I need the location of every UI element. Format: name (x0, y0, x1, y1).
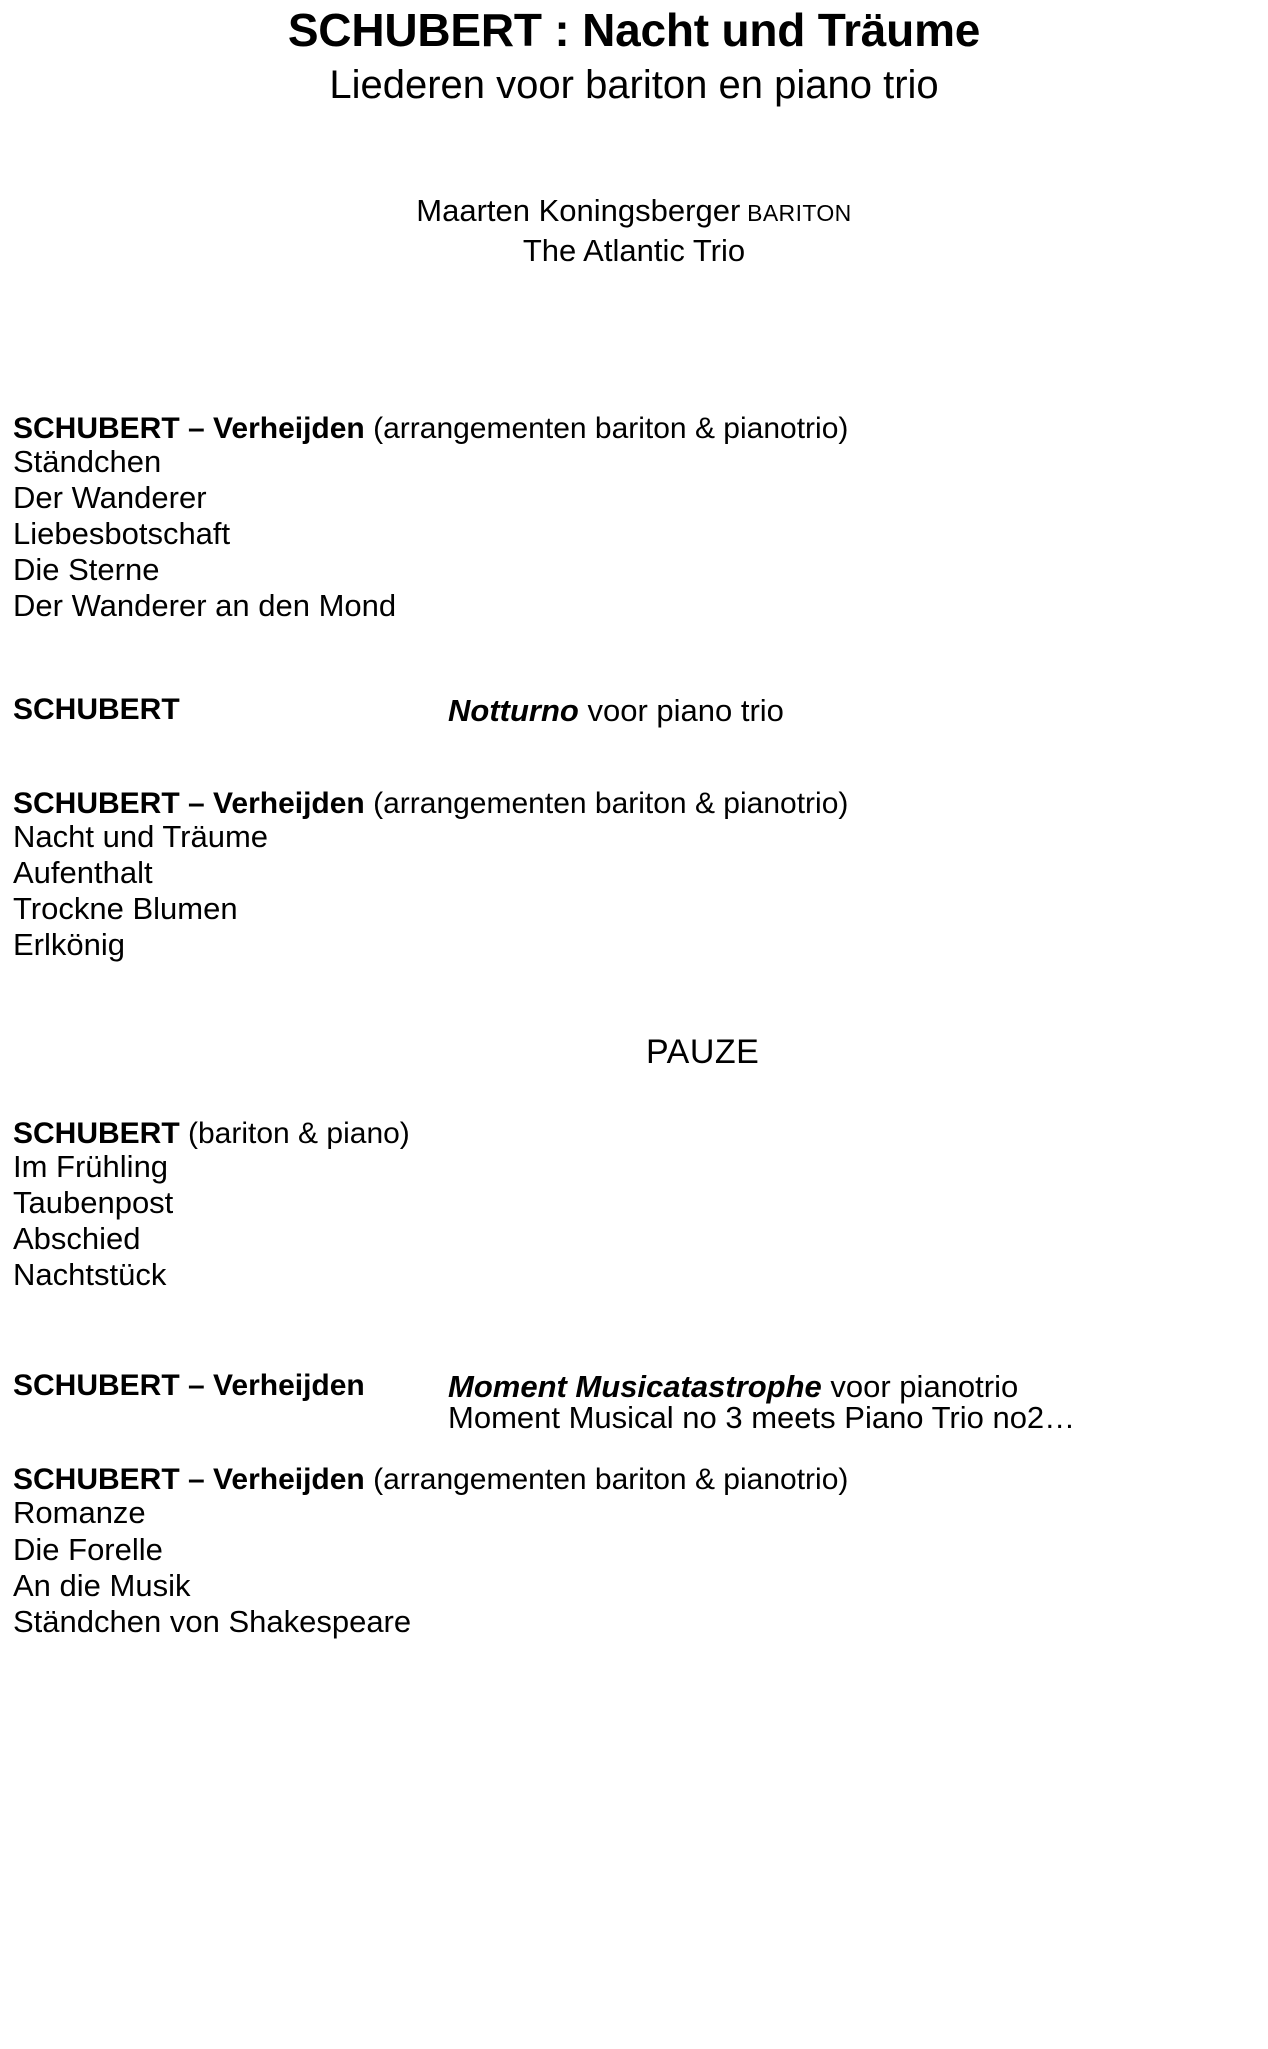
list-item: Ständchen von Shakespeare (13, 1603, 412, 1639)
program-section-4 (13, 1116, 1258, 1293)
program-body (13, 414, 1258, 1640)
program-section-2 (13, 692, 1258, 728)
list-item: Ständchen (13, 444, 162, 479)
performer-ensemble: The Atlantic Trio (522, 232, 746, 268)
list-item: Erlkönig (13, 926, 125, 962)
list-item: An die Musik (13, 1567, 191, 1603)
work-label (448, 1369, 1019, 1405)
list-item: Nachtstück (13, 1257, 167, 1293)
spacer (13, 1293, 1258, 1371)
section-heading (13, 414, 1258, 444)
intermission-block (13, 1033, 1258, 1072)
list-item: Nacht und Träume (13, 818, 269, 854)
work-row (13, 692, 1258, 728)
performers-block (0, 191, 1268, 270)
list-item: Romanze (13, 1495, 146, 1531)
performer-soloist (0, 191, 1268, 231)
work-row (13, 1369, 1258, 1405)
section-heading (13, 1465, 1258, 1495)
program-section-3 (13, 786, 1258, 963)
list-item: Die Sterne (13, 552, 160, 588)
spacer (13, 1072, 1258, 1119)
section-composer: SCHUBERT – Verheijden (13, 412, 365, 445)
work-title: Notturno (448, 692, 579, 728)
section-qualifier: (arrangementen bariton & pianotrio) (364, 1463, 849, 1497)
program-section-6 (13, 1465, 1258, 1639)
list-item: Im Frühling (13, 1148, 169, 1184)
section-composer: SCHUBERT – Verheijden (13, 1369, 365, 1403)
work-label (448, 692, 784, 728)
work-subtitle: Moment Musical no 3 meets Piano Trio no2… (448, 1400, 1076, 1436)
program-section-5 (13, 1369, 1258, 1436)
spacer (13, 726, 1258, 789)
performer-name: Maarten Koningsberger (416, 193, 741, 228)
section-composer: SCHUBERT – Verheijden (13, 1463, 365, 1497)
list-item: Taubenpost (13, 1185, 174, 1221)
section-qualifier: (arrangementen bariton & pianotrio) (364, 412, 849, 445)
list-item: Trockne Blumen (13, 890, 238, 926)
list-item: Der Wanderer an den Mond (13, 588, 397, 624)
list-item: Abschied (13, 1221, 141, 1257)
spacer (13, 625, 1258, 695)
work-suffix: voor piano trio (578, 692, 784, 728)
section-qualifier: (arrangementen bariton & pianotrio) (364, 786, 849, 820)
work-title: Moment Musicatastrophe (448, 1369, 822, 1405)
spacer (13, 963, 1258, 1033)
list-item: Der Wanderer (13, 480, 207, 516)
section-composer: SCHUBERT (13, 1116, 180, 1150)
intermission-label: PAUZE (646, 1032, 760, 1071)
program-section-1 (13, 414, 1258, 625)
section-composer: SCHUBERT (13, 692, 180, 726)
section-heading (13, 1116, 1258, 1150)
section-qualifier: (bariton & piano) (179, 1116, 410, 1150)
section-composer: SCHUBERT – Verheijden (13, 786, 365, 820)
program-header (0, 6, 1268, 108)
performer-role: BARITON (747, 200, 852, 226)
work-suffix: voor pianotrio (821, 1369, 1019, 1405)
list-item: Die Forelle (13, 1531, 163, 1567)
spacer (13, 1433, 1258, 1465)
list-item: Aufenthalt (13, 854, 153, 890)
page-subtitle: Liederen voor bariton en piano trio (329, 62, 939, 107)
list-item: Liebesbotschaft (13, 516, 231, 552)
page-title: SCHUBERT : Nacht und Träume (287, 4, 981, 56)
section-heading (13, 786, 1258, 820)
